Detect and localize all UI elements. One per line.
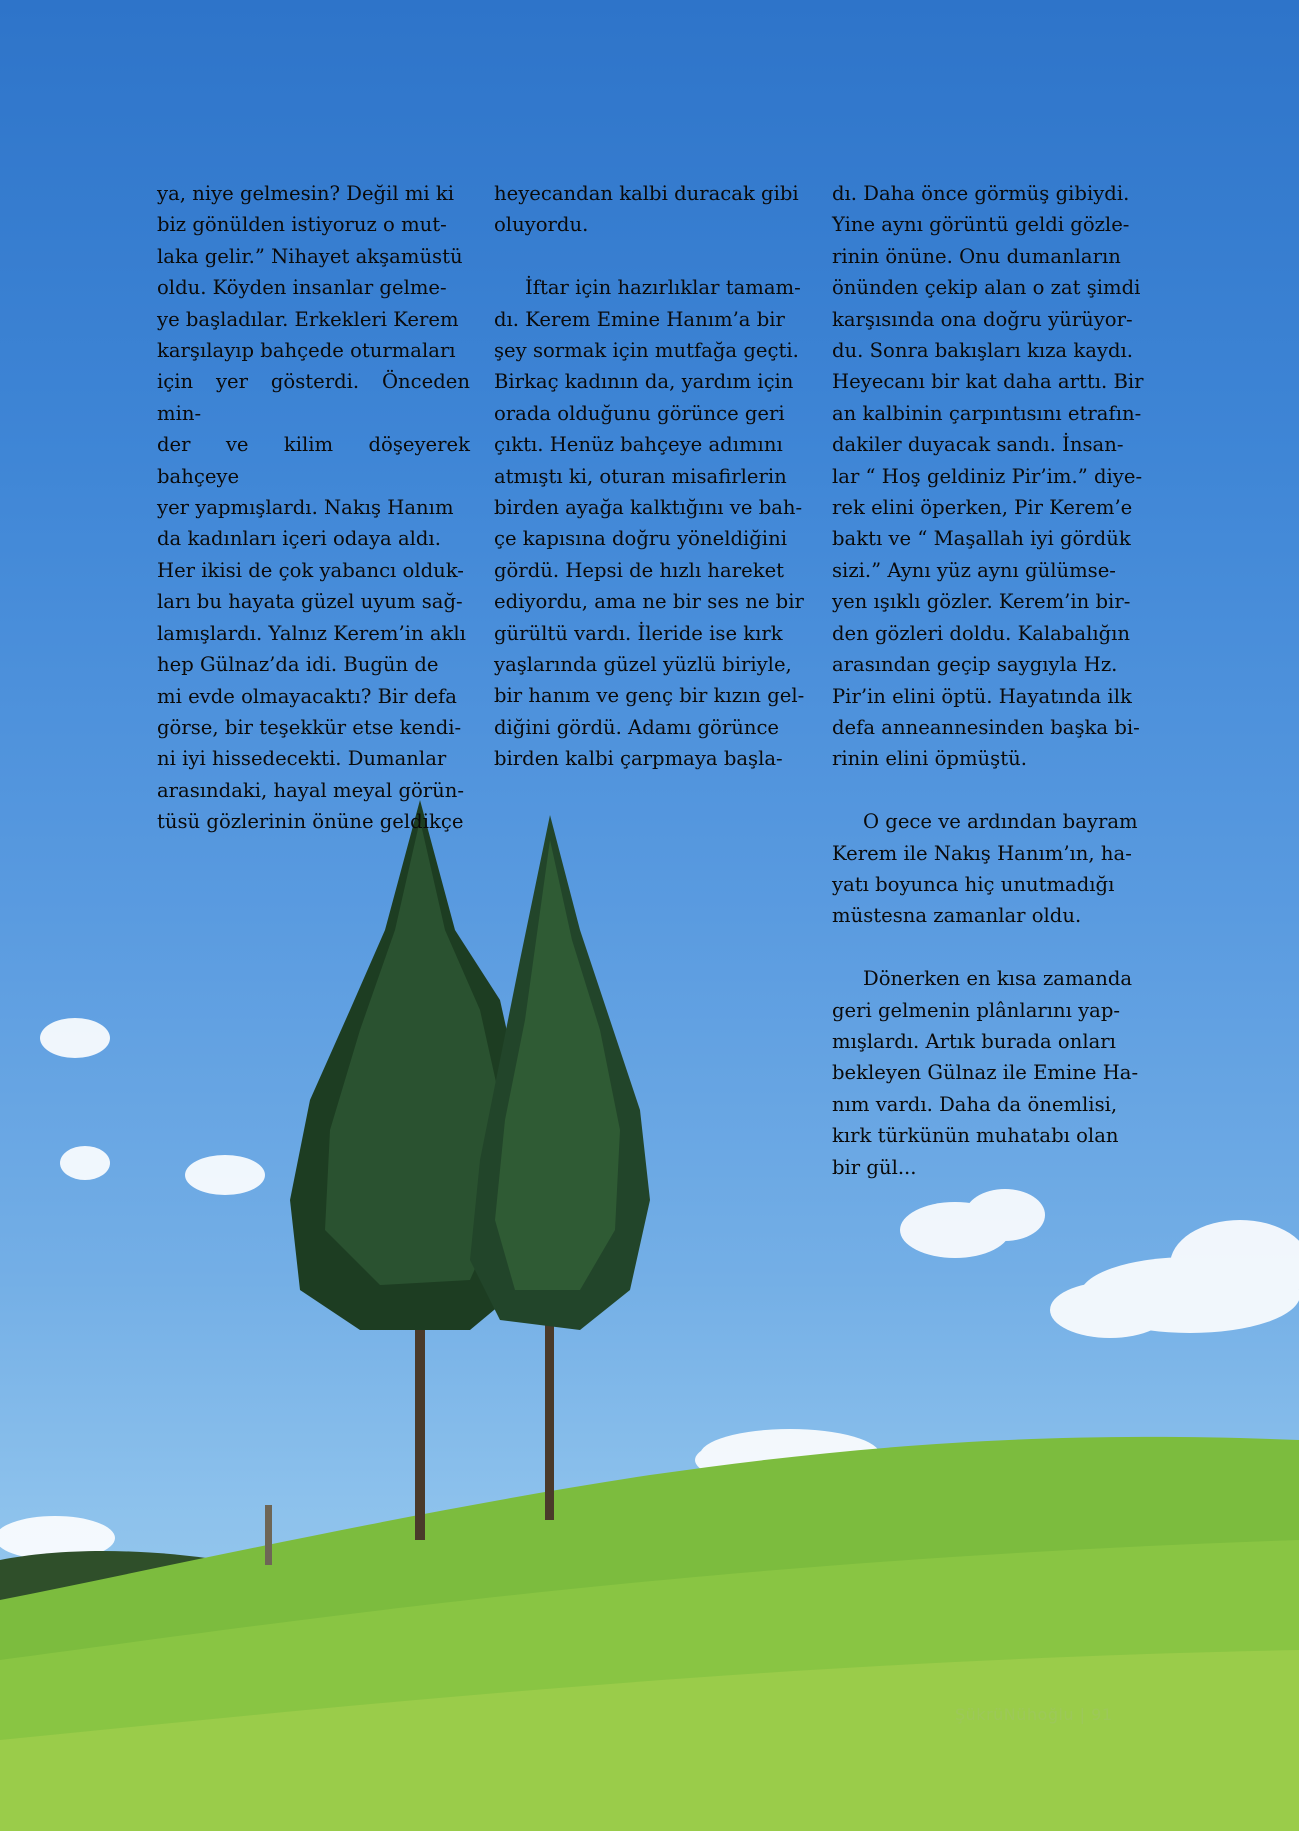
text-column-2 xyxy=(494,178,807,775)
text-column-1 xyxy=(157,178,470,838)
magazine-name: ŞükrüNühoğlu xyxy=(955,1705,1075,1724)
paragraph: ya, niye gelmesin? Değil mi ki biz gönülden istiyoruz o mut- laka gelir.” Nihayet akşamüstü oldu. Köyden insanlar gelme- ye başladılar. Erkekleri Kerem karşılayıp bahçede oturmaları için yer gösterdi. Önceden min- der ve kilim döşeyerek bahçeye yer yapmışlardı. Nakış Hanım da kadınları içeri odaya aldı. Her ikisi de çok yabancı olduk- ları bu hayata güzel uyum sağ- lamışlardı. Yalnız Kerem’in aklı hep Gülnaz’da idi. Bugün de mi evde olmayacaktı? Bir defa görse, bir teşekkür etse kendi- ni iyi hissedecekti. Dumanlar arasındaki, hayal meyal görün- tüsü gözlerinin önüne geldikçe xyxy=(157,182,470,834)
paragraph: dı. Daha önce görmüş gibiydi. Yine aynı görüntü geldi gözle- rinin önüne. Onu dumanların önünden çekip alan o zat şimdi karşısında ona doğru yürüyor- du. Sonra bakışları kıza kaydı. Heyecanı bir kat daha arttı. Bir an kalbinin çarpıntısını etrafın- dakiler duyacak sandı. İnsan- lar “ Hoş geldiniz Pir’im.” diye- rek elini öperken, Pir Kerem’e baktı ve “ Maşallah iyi gördük sizi.” Aynı yüz aynı gülümse- yen ışıklı gözler. Kerem’in bir- den gözleri doldu. Kalabalığın arasından geçip saygıyla Hz. Pir’in elini öptü. Hayatında ilk defa anneannesinden başka bi- rinin elini öpmüştü. xyxy=(832,182,1144,771)
tree-right xyxy=(470,815,650,1520)
page-footer: ŞükrüNühoğlu | 91 xyxy=(955,1705,1113,1724)
fence-post xyxy=(265,1505,272,1565)
paragraph: heyecandan kalbi duracak gibi oluyordu. xyxy=(494,182,799,237)
paragraph: Dönerken en kısa zamanda geri gelmenin plânlarını yap- mışlardı. Artık burada onları bekleyen Gülnaz ile Emine Ha- nım vardı. Daha da önemlisi, kırk türkünün muhatabı olan bir gül... xyxy=(832,967,1139,1179)
page-number: 91 xyxy=(1091,1705,1113,1724)
paragraph: İftar için hazırlıklar tamam- dı. Kerem Emine Hanım’a bir şey sormak için mutfağa geçti. Birkaç kadının da, yardım için orada olduğunu görünce geri çıktı. Henüz bahçeye adımını atmıştı ki, oturan misafirlerin birden ayağa kalktığını ve bah- çe kapısına doğru yöneldiğini gördü. Hepsi de hızlı hareket ediyordu, ama ne bir ses ne bir gürültü vardı. İleride ise kırk yaşlarında güzel yüzlü biriyle, bir hanım ve genç bir kızın gel- diğini gördü. Adamı görünce birden kalbi çarpmaya başla- xyxy=(494,276,805,771)
paragraph: O gece ve ardından bayram Kerem ile Nakış Hanım’ın, ha- yatı boyunca hiç unutmadığı müstesna zamanlar oldu. xyxy=(832,810,1138,928)
text-column-3 xyxy=(832,178,1145,1183)
